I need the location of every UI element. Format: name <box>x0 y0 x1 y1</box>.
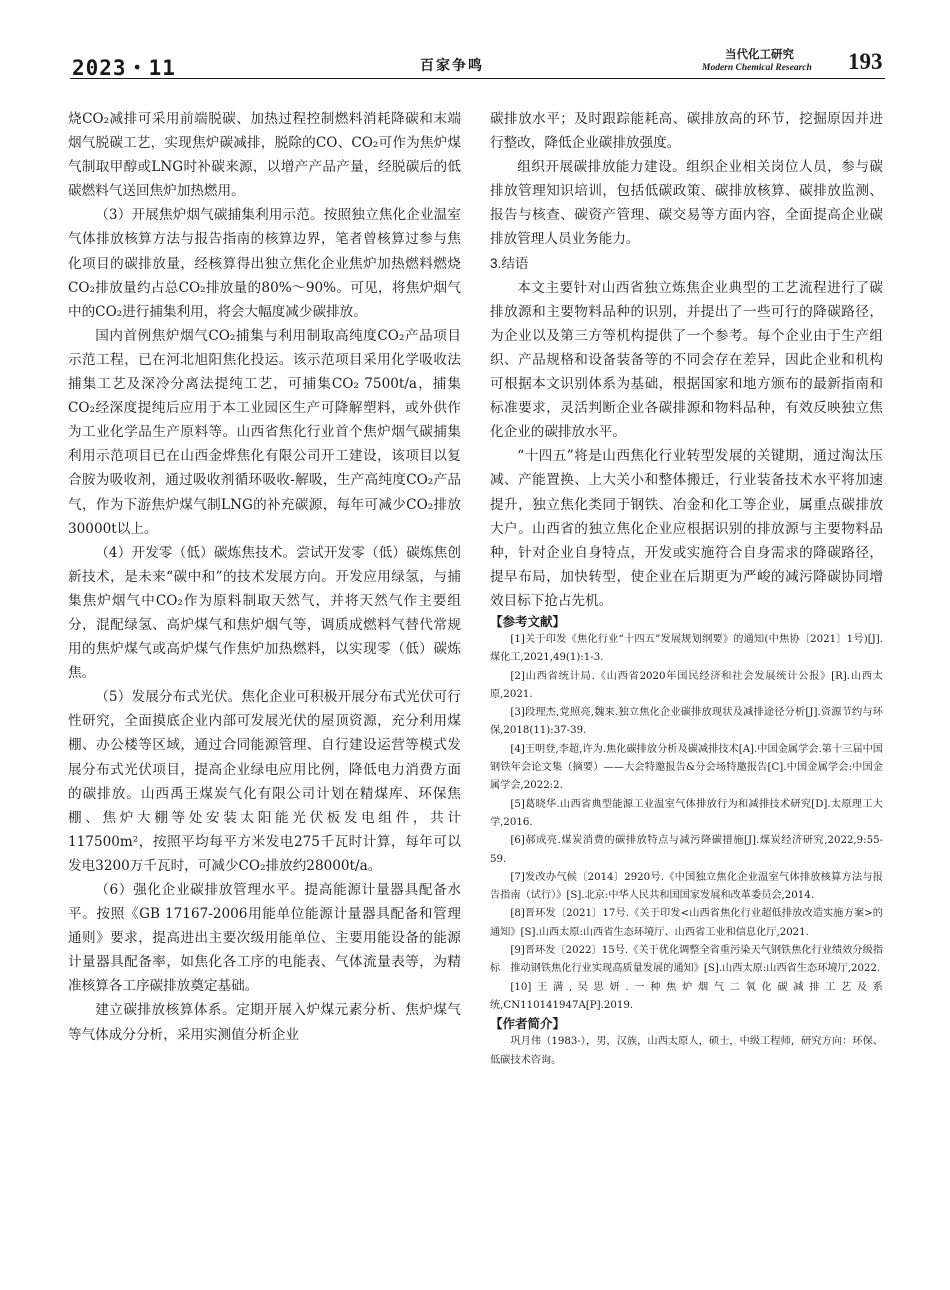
reference-item: [6]郝成亮.煤炭消费的碳排放特点与减污降碳措施[J].煤炭经济研究,2022,9:55-59. <box>490 835 883 865</box>
left-column <box>68 107 461 1047</box>
author-bio: 巩月伟（1983-），男，汉族，山西太原人，硕士，中级工程师，研究方向：环保、低碳技术咨询。 <box>490 1036 883 1066</box>
reference-item: [10]王满,吴思妍.一种焦炉烟气二氧化碳减排工艺及系统,CN110141947A[P].2019. <box>490 981 883 1011</box>
reference-item: [7]发改办气候〔2014〕2920号.《中国独立焦化企业温室气体排放核算方法与报告指南（试行）》[S].北京:中华人民共和国国家发展和改革委员会,2014. <box>490 871 883 902</box>
reference-item: [9]晋环发〔2022〕15号.《关于优化调整全省重污染天气钢铁焦化行业绩效分级指标 推动钢铁焦化行业实现高质量发展的通知》[S].山西太原:山西省生态环境厅,2022. <box>490 945 883 975</box>
paragraph: （5）发展分布式光伏。焦化企业可积极开展分布式光伏可行性研究，全面摸底企业内部可发展光伏的屋顶资源，充分利用煤棚、办公楼等区域，通过合同能源管理、自行建设运营等模式发展分布式光伏项目，提高企业绿电应用比例，降低电力消费方面的碳排放。山西禹王煤炭气化有限公司计划在精煤库、环保焦棚、焦炉大棚等处安装太阳能光伏板发电组件，共计117500m²，按照平均每平方米发电275千瓦时计算，每年可以发电3200万千瓦时，可减少CO₂排放约28000t/a。 <box>68 689 461 874</box>
paragraph: “十四五”将是山西焦化行业转型发展的关键期，通过淘汰压减、产能置换、上大关小和整体搬迁，行业装备技术水平将加速提升，独立焦化类同于钢铁、冶金和化工等企业，属重点碳排放大户。山西省的独立焦化企业应根据识别的排放源与主要物料品种，针对企业自身特点，开发或实施符合自身需求的降碳路径，提早布局，加快转型，使企业在后期更为严峻的减污降碳协同增效目标下抢占先机。 <box>490 448 883 609</box>
paragraph: 碳排放水平；及时跟踪能耗高、碳排放高的环节，挖掘原因并进行整改，降低企业碳排放强度。 <box>490 111 883 152</box>
paragraph: 组织开展碳排放能力建设。组织企业相关岗位人员，参与碳排放管理知识培训，包括低碳政策、碳排放核算、碳排放监测、报告与核查、碳资产管理、碳交易等方面内容，全面提高企业碳排放管理人员业务能力。 <box>490 159 883 248</box>
issue-date: 2023・11 <box>72 56 176 80</box>
paragraph: 国内首例焦炉烟气CO₂捕集与利用制取高纯度CO₂产品项目示范工程，已在河北旭阳焦化投运。该示范项目采用化学吸收法捕集工艺及深冷分离法提纯工艺，可捕集CO₂ 7500t/a，捕集CO₂经深度提纯后应用于本工业园区生产可降解塑料，或外供作为工业化学品生产原料等。山西省焦化行业首个焦炉烟气碳捕集利用示范项目已在山西金烨焦化有限公司开工建设，该项目以复合胺为吸收剂，通过吸收剂循环吸收-解吸，生产高纯度CO₂产品气，作为下游焦炉煤气制LNG的补充碳源，每年可减少CO₂排放30000t以上。 <box>68 327 461 537</box>
journal-name-en: Modern Chemical Research <box>702 63 812 73</box>
right-column <box>490 107 883 1070</box>
header-rule <box>70 78 885 79</box>
reference-item: [4]王明登,李超,许为.焦化碳排放分析及碳减排技术[A].中国金属学会.第十三届中国钢铁年会论文集（摘要）——大会特邀报告&分会场特邀报告[C].中国金属学会:中国金属学会,2022:2. <box>490 743 883 792</box>
reference-list <box>490 631 883 1015</box>
paragraph: （3）开展焦炉烟气碳捕集利用示范。按照独立焦化企业温室气体排放核算方法与报告指南的核算边界，笔者曾核算过参与焦化项目的碳排放量，经核算得出独立焦化企业焦炉加热燃料燃烧CO₂排放量约占总CO₂排放量的80%～90%。可见，将焦炉烟气中的CO₂进行捕集利用，将会大幅度减少碳排放。 <box>68 207 461 320</box>
page-number: 193 <box>848 49 883 74</box>
reference-item: [8]晋环发〔2021〕17号.《关于印发<山西省焦化行业超低排放改造实施方案>的通知》[S].山西太原:山西省生态环境厅、山西省工业和信息化厅,2021. <box>490 908 883 938</box>
page-header <box>0 0 950 82</box>
journal-name-cn: 当代化工研究 <box>725 47 794 61</box>
paragraph: 建立碳排放核算体系。定期开展入炉煤元素分析、焦炉煤气等气体成分分析，采用实测值分析企业 <box>68 1002 461 1043</box>
paragraph: （4）开发零（低）碳炼焦技术。尝试开发零（低）碳炼焦创新技术，是未来“碳中和”的技术发展方向。开发应用绿氢，与捕集焦炉烟气中CO₂作为原料制取天然气，并将天然气作主要组分，混配绿氢、高炉煤气和焦炉烟气等，调质成燃料气替代常规用的焦炉煤气或高炉煤气作焦炉加热燃料，以实现零（低）碳炼焦。 <box>68 544 461 682</box>
author-heading: 【作者简介】 <box>490 1016 566 1032</box>
section-heading-conclusion: 3.结语 <box>490 255 529 271</box>
references-heading: 【参考文献】 <box>490 613 566 629</box>
paragraph: 本文主要针对山西省独立炼焦企业典型的工艺流程进行了碳排放源和主要物料品种的识别，并提出了一些可行的降碳路径，为企业以及第三方等机构提供了一个参考。每个企业由于生产组织、产品规格和设备装备等的不同会存在差异，因此企业和机构可根据本文识别体系为基础，根据国家和地方颁布的最新指南和标准要求，灵活判断企业各碳排源和物料品种，有效反映独立焦化企业的碳排放水平。 <box>490 279 883 441</box>
paragraph: （6）强化企业碳排放管理水平。提高能源计量器具配备水平。按照《GB 17167-2006用能单位能源计量器具配备和管理通则》要求，提高进出主要次级用能单位、主要用能设备的能源计量器具配备率，如焦化各工序的电能表、气体流量表等，为精准核算各工序碳排放奠定基础。 <box>68 882 461 995</box>
reference-item: [5]葛晓华.山西省典型能源工业温室气体排放行为和减排技术研究[D].太原理工大学,2016. <box>490 798 883 828</box>
section-title: 百家争鸣 <box>420 58 484 74</box>
paragraph: 烧CO₂减排可采用前端脱碳、加热过程控制燃料消耗降碳和末端烟气脱碳工艺，实现焦炉碳减排，脱除的CO、CO₂可作为焦炉煤气制取甲醇或LNG时补碳来源，以增产产品产量，经脱碳后的低碳燃料气送回焦炉加热燃用。 <box>68 111 461 200</box>
reference-item: [1]关于印发《焦化行业“十四五”发展规划纲要》的通知(中焦协〔2021〕1号)[J].煤化工,2021,49(1):1-3. <box>490 633 883 664</box>
reference-item: [3]段理杰,党照亮,魏来.独立焦化企业碳排放现状及减排途径分析[J].资源节约与环保,2018(11):37-39. <box>490 707 883 737</box>
reference-item: [2]山西省统计局.《山西省2020年国民经济和社会发展统计公报》[R].山西太原,2021. <box>490 670 883 700</box>
